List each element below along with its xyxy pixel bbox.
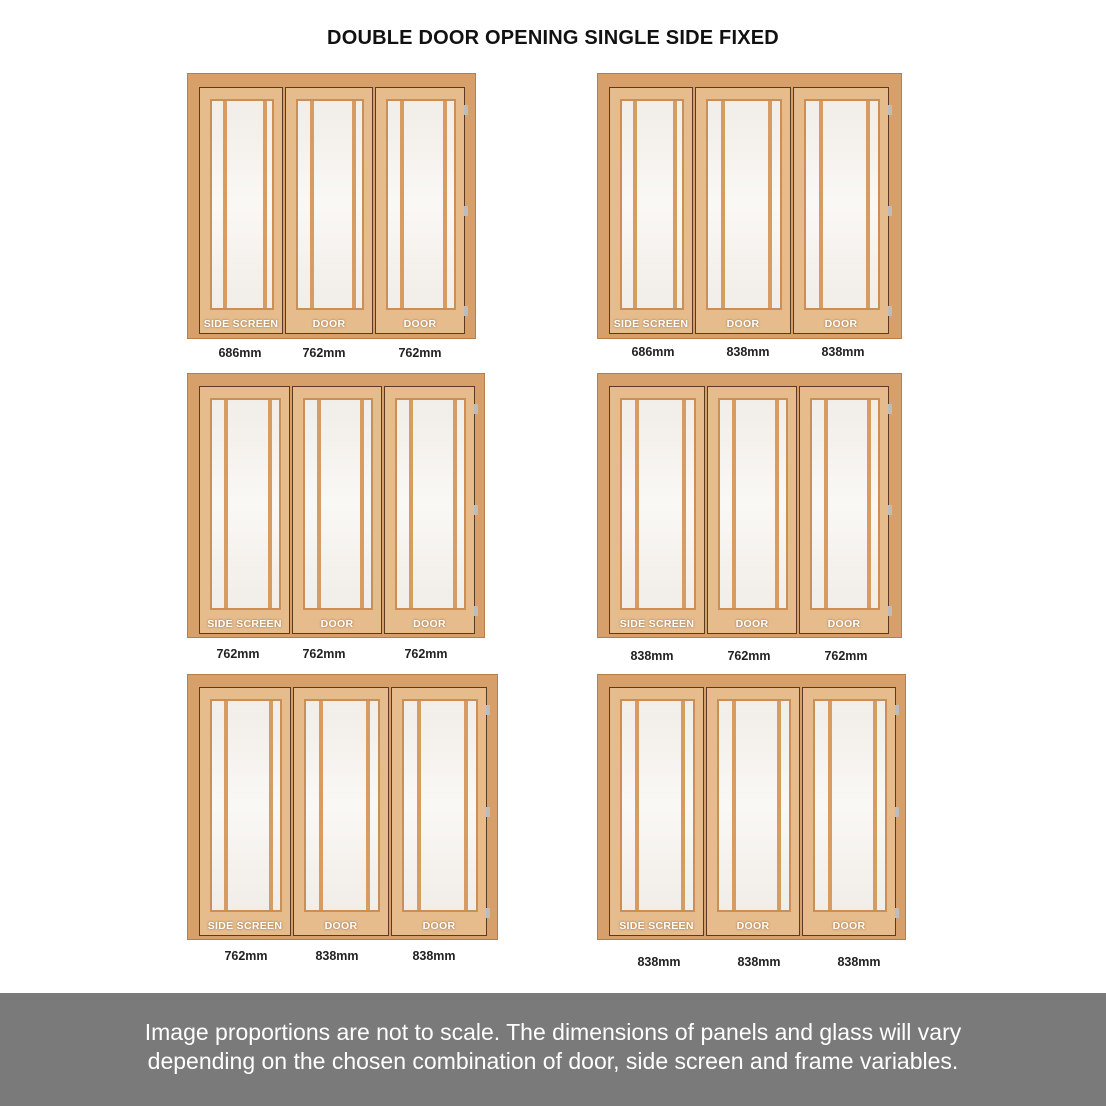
- glazing-bar: [268, 400, 272, 608]
- hinge: [486, 807, 490, 817]
- door-panel: [695, 87, 791, 334]
- side-screen-panel: [609, 386, 705, 634]
- side-screen-label: SIDE SCREEN: [207, 920, 283, 932]
- side-screen-panel: [199, 87, 283, 334]
- glass-pane: [210, 99, 274, 310]
- glazing-bar: [819, 101, 823, 308]
- width-dimension: 762mm: [398, 346, 442, 360]
- width-dimension: 838mm: [726, 345, 770, 359]
- width-dimension: 762mm: [727, 649, 771, 663]
- door-label: DOOR: [312, 318, 346, 330]
- hinge: [888, 505, 892, 515]
- width-dimension: 762mm: [224, 949, 268, 963]
- width-dimension: 838mm: [630, 649, 674, 663]
- door-panel: [706, 687, 800, 936]
- door-label: DOOR: [824, 318, 858, 330]
- glazing-bar: [721, 101, 725, 308]
- glass-pane: [386, 99, 456, 310]
- door-label: DOOR: [726, 318, 760, 330]
- side-screen-panel: [609, 87, 693, 334]
- glazing-bar: [824, 400, 828, 608]
- glazing-bar: [453, 400, 457, 608]
- side-screen-label: SIDE SCREEN: [619, 920, 694, 932]
- glazing-bar: [366, 701, 370, 910]
- hinge: [474, 606, 478, 616]
- hinge: [888, 606, 892, 616]
- width-dimension: 686mm: [631, 345, 675, 359]
- glazing-bar: [775, 400, 779, 608]
- door-panel: [793, 87, 889, 334]
- glass-pane: [804, 99, 880, 310]
- hinge: [888, 404, 892, 414]
- glazing-bar: [224, 701, 228, 910]
- glazing-bar: [873, 701, 877, 910]
- hinge: [888, 206, 892, 216]
- hinge: [895, 705, 899, 715]
- glazing-bar: [866, 101, 870, 308]
- door-label: DOOR: [832, 920, 866, 932]
- width-dimension: 838mm: [315, 949, 359, 963]
- width-dimension: 762mm: [216, 647, 260, 661]
- door-label: DOOR: [736, 920, 770, 932]
- width-dimension: 838mm: [837, 955, 881, 969]
- glazing-bar: [768, 101, 772, 308]
- glazing-bar: [269, 701, 273, 910]
- glazing-bar: [409, 400, 413, 608]
- glazing-bar: [464, 701, 468, 910]
- glass-pane: [304, 699, 380, 912]
- glazing-bar: [682, 400, 686, 608]
- glazing-bar: [635, 701, 639, 910]
- glass-pane: [296, 99, 364, 310]
- glass-pane: [395, 398, 466, 610]
- hinge: [464, 306, 468, 316]
- width-dimension: 762mm: [824, 649, 868, 663]
- door-panel: [292, 386, 382, 634]
- hinge: [888, 306, 892, 316]
- door-panel: [799, 386, 889, 634]
- glazing-bar: [360, 400, 364, 608]
- footer-note-line-2: depending on the chosen combination of door, side screen and frame variables.: [147, 1048, 959, 1074]
- glazing-bar: [224, 400, 228, 608]
- footer-banner: [0, 993, 1106, 1106]
- width-dimension: 838mm: [412, 949, 456, 963]
- glazing-bar: [319, 701, 323, 910]
- glazing-bar: [681, 701, 685, 910]
- glazing-bar: [828, 701, 832, 910]
- glazing-bar: [443, 101, 447, 308]
- glass-pane: [813, 699, 887, 912]
- page-title: DOUBLE DOOR OPENING SINGLE SIDE FIXED: [327, 27, 779, 49]
- hinge: [486, 908, 490, 918]
- glass-pane: [402, 699, 478, 912]
- side-screen-label: SIDE SCREEN: [203, 318, 279, 330]
- width-dimension: 762mm: [404, 647, 448, 661]
- glazing-bar: [867, 400, 871, 608]
- hinge: [474, 505, 478, 515]
- footer-note-line-1: Image proportions are not to scale. The dimensions of panels and glass will vary: [144, 1019, 962, 1045]
- door-label: DOOR: [827, 618, 861, 630]
- glass-pane: [303, 398, 373, 610]
- glazing-bar: [352, 101, 356, 308]
- glass-pane: [210, 398, 281, 610]
- glazing-bar: [310, 101, 314, 308]
- door-panel: [285, 87, 373, 334]
- side-screen-label: SIDE SCREEN: [613, 318, 689, 330]
- door-label: DOOR: [320, 618, 354, 630]
- glass-pane: [620, 398, 696, 610]
- door-label: DOOR: [422, 920, 456, 932]
- door-label: DOOR: [324, 920, 358, 932]
- door-label: DOOR: [413, 618, 446, 630]
- glazing-bar: [673, 101, 677, 308]
- side-screen-panel: [609, 687, 704, 936]
- width-dimension: 686mm: [218, 346, 262, 360]
- door-panel: [707, 386, 797, 634]
- glazing-bar: [732, 701, 736, 910]
- hinge: [888, 105, 892, 115]
- hinge: [486, 705, 490, 715]
- door-label: DOOR: [403, 318, 437, 330]
- side-screen-panel: [199, 386, 290, 634]
- side-screen-panel: [199, 687, 291, 936]
- glass-pane: [210, 699, 282, 912]
- side-screen-label: SIDE SCREEN: [619, 618, 695, 630]
- glazing-bar: [777, 701, 781, 910]
- glass-pane: [620, 99, 684, 310]
- door-panel: [293, 687, 389, 936]
- width-dimension: 762mm: [302, 346, 346, 360]
- width-dimension: 838mm: [821, 345, 865, 359]
- door-label: DOOR: [735, 618, 769, 630]
- hinge: [895, 807, 899, 817]
- glass-pane: [810, 398, 880, 610]
- hinge: [895, 908, 899, 918]
- glass-pane: [620, 699, 695, 912]
- hinge: [464, 206, 468, 216]
- glass-pane: [706, 99, 782, 310]
- glazing-bar: [633, 101, 637, 308]
- footer-note: [0, 1018, 1106, 1076]
- glazing-bar: [635, 400, 639, 608]
- glass-pane: [717, 699, 791, 912]
- glazing-bar: [400, 101, 404, 308]
- width-dimension: 762mm: [302, 647, 346, 661]
- hinge: [474, 404, 478, 414]
- hinge: [464, 105, 468, 115]
- glass-pane: [718, 398, 788, 610]
- glazing-bar: [317, 400, 321, 608]
- width-dimension: 838mm: [637, 955, 681, 969]
- door-panel: [384, 386, 475, 634]
- glazing-bar: [732, 400, 736, 608]
- glazing-bar: [263, 101, 267, 308]
- door-panel: [802, 687, 896, 936]
- glazing-bar: [223, 101, 227, 308]
- side-screen-label: SIDE SCREEN: [207, 618, 282, 630]
- width-dimension: 838mm: [737, 955, 781, 969]
- door-panel: [375, 87, 465, 334]
- door-panel: [391, 687, 487, 936]
- glazing-bar: [417, 701, 421, 910]
